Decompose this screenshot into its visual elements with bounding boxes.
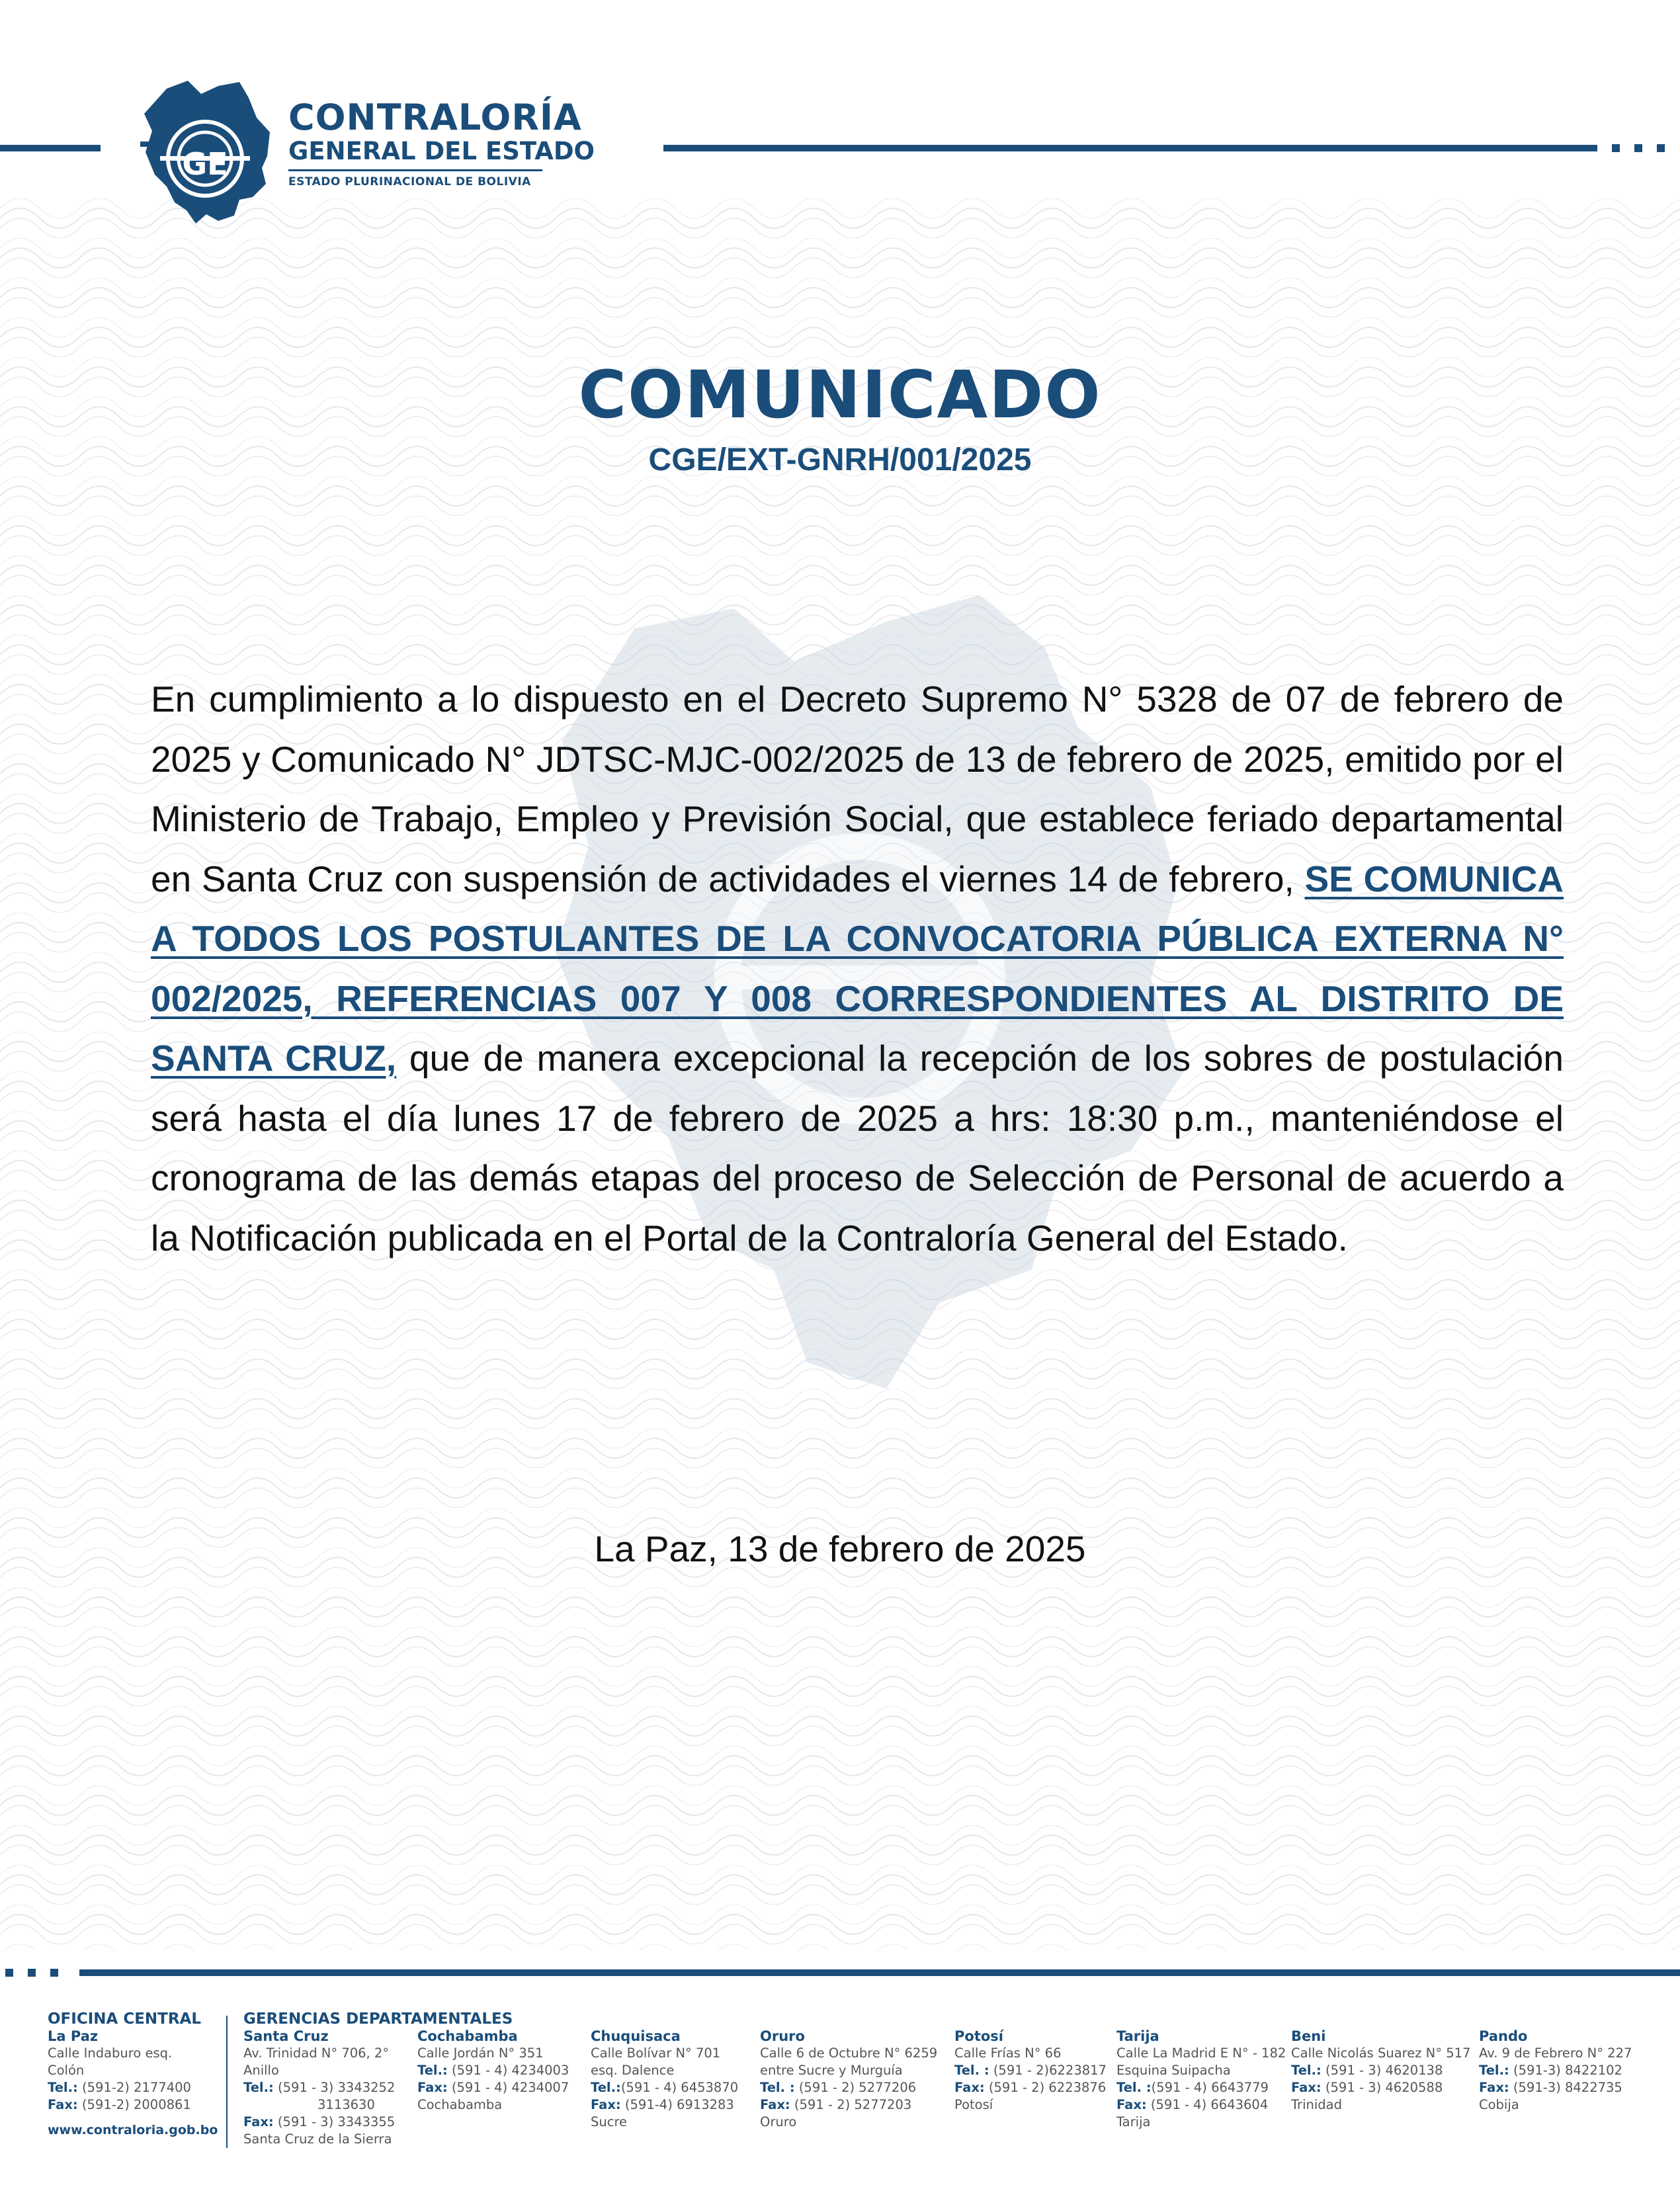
footer-chuquisaca (591, 2028, 738, 2131)
oruro-address-2: entre Sucre y Murguía (760, 2063, 903, 2078)
pando-tel-label: Tel.: (1479, 2063, 1509, 2078)
santa-cruz-address-3: Santa Cruz de la Sierra (243, 2131, 392, 2147)
santa-cruz-fax: (591 - 3) 3343355 (277, 2114, 396, 2129)
cochabamba-address-1: Calle Jordán N° 351 (417, 2045, 544, 2061)
central-heading: OFICINA CENTRAL (48, 2010, 202, 2028)
beni-address-2: Trinidad (1291, 2097, 1342, 2112)
potosi-tel-label: Tel. : (954, 2063, 989, 2078)
chuquisaca-address-2: esq. Dalence (591, 2063, 675, 2078)
potosi-city: Potosí (954, 2028, 1003, 2044)
chuquisaca-address-1: Calle Bolívar N° 701 (591, 2045, 721, 2061)
oruro-city: Oruro (760, 2028, 805, 2044)
central-tel-label: Tel.: (48, 2080, 78, 2095)
document-date: La Paz, 13 de febrero de 2025 (594, 1528, 1086, 1569)
tarija-address-1: Calle La Madrid E N° - 182 (1116, 2045, 1286, 2061)
brand-block (288, 99, 595, 188)
cochabamba-fax: (591 - 4) 4234007 (451, 2080, 569, 2095)
tarija-address-2: Esquina Suipacha (1116, 2063, 1231, 2078)
central-address-2: Colón (48, 2063, 85, 2078)
body-rest: que de manera excepcional la recepción de los sobres de postulación será hasta el día lunes 17 de febrero de 2025 a hrs: 18:30 p.m., manteniéndose el cronograma de las demás etapas del proceso de Selección de Personal de acuerdo a la Notificación publicada en el Portal de la Contraloría General del Estado. (151, 1038, 1564, 1259)
santa-cruz-tel-label: Tel.: (243, 2080, 274, 2095)
cochabamba-city: Cochabamba (417, 2028, 518, 2044)
website-link[interactable]: www.contraloria.gob.bo (48, 2123, 218, 2137)
footer (0, 2010, 1680, 2187)
tarija-fax-label: Fax: (1116, 2097, 1147, 2112)
footer-central-office (48, 2010, 218, 2139)
chuquisaca-city: Chuquisaca (591, 2028, 681, 2044)
footer-dots (5, 1969, 58, 1977)
oruro-address-3: Oruro (760, 2114, 797, 2129)
oruro-tel-label: Tel. : (760, 2080, 795, 2095)
pando-address-2: Cobija (1479, 2097, 1519, 2112)
footer-tarija (1116, 2028, 1286, 2131)
tarija-tel-label: Tel. : (1116, 2080, 1152, 2095)
document-code: CGE/EXT-GNRH/001/2025 (648, 442, 1032, 477)
brand-subtitle: GENERAL DEL ESTADO (288, 137, 595, 165)
cochabamba-address-2: Cochabamba (417, 2097, 503, 2112)
cochabamba-fax-label: Fax: (417, 2080, 448, 2095)
cochabamba-tel-label: Tel.: (417, 2063, 448, 2078)
pando-tel: (591-3) 8422102 (1513, 2063, 1622, 2078)
pando-fax: (591-3) 8422735 (1513, 2080, 1622, 2095)
santa-cruz-city: Santa Cruz (243, 2028, 329, 2044)
header-dots (1612, 144, 1665, 152)
header-rule-left (0, 145, 101, 151)
footer-potosi (954, 2028, 1107, 2114)
body-highlight: SE COMUNICA A TODOS LOS POSTULANTES DE LA CONVOCATORIA PÚBLICA EXTERNA N° 002/2025, REFERENCIAS 007 Y 008 CORRESPONDIENTES AL DISTRITO DE SANTA CRUZ, (151, 858, 1564, 1079)
footer-beni (1291, 2028, 1470, 2114)
pando-fax-label: Fax: (1479, 2080, 1509, 2095)
chuquisaca-fax: (591-4) 6913283 (624, 2097, 734, 2112)
oruro-tel: (591 - 2) 5277206 (798, 2080, 917, 2095)
chuquisaca-tel: (591 - 4) 6453870 (620, 2080, 739, 2095)
santa-cruz-address-1: Av. Trinidad N° 706, 2° (243, 2045, 390, 2061)
santa-cruz-tel-2: 3113630 (317, 2097, 375, 2112)
svg-text:GE: GE (182, 146, 228, 182)
document-title: COMUNICADO (578, 357, 1102, 433)
brand-divider (288, 169, 542, 171)
potosi-address-2: Potosí (954, 2097, 993, 2112)
santa-cruz-address-2: Anillo (243, 2063, 279, 2078)
santa-cruz-tel: (591 - 3) 3343252 (278, 2080, 396, 2095)
santa-cruz-fax-label: Fax: (243, 2114, 274, 2129)
footer-santa-cruz (243, 2028, 395, 2148)
potosi-tel: (591 - 2)6223817 (993, 2063, 1107, 2078)
cochabamba-tel: (591 - 4) 4234003 (452, 2063, 569, 2078)
brand-country: ESTADO PLURINACIONAL DE BOLIVIA (288, 175, 531, 188)
oruro-address-1: Calle 6 de Octubre N° 6259 (760, 2045, 938, 2061)
central-address-1: Calle Indaburo esq. (48, 2045, 173, 2061)
beni-fax: (591 - 3) 4620588 (1325, 2080, 1443, 2095)
beni-address-1: Calle Nicolás Suarez N° 517 (1291, 2045, 1471, 2061)
footer-divider (226, 2016, 228, 2148)
footer-pando (1479, 2028, 1632, 2114)
beni-fax-label: Fax: (1291, 2080, 1322, 2095)
chuquisaca-tel-label: Tel.: (591, 2080, 621, 2095)
body-intro: En cumplimiento a lo dispuesto en el Decreto Supremo N° 5328 de 07 de febrero de 2025 y Comunicado N° JDTSC-MJC-002/2025 de 13 de febrero de 2025, emitido por el Ministerio de Trabajo, Empleo y Previsión Social, que establece feriado departamental en Santa Cruz con suspensión de actividades el viernes 14 de febrero, (151, 679, 1564, 899)
potosi-fax: (591 - 2) 6223876 (988, 2080, 1107, 2095)
central-fax-label: Fax: (48, 2097, 78, 2112)
pando-address-1: Av. 9 de Febrero N° 227 (1479, 2045, 1632, 2061)
footer-cochabamba (417, 2028, 569, 2114)
chuquisaca-fax-label: Fax: (591, 2097, 621, 2112)
tarija-address-3: Tarija (1116, 2114, 1151, 2129)
footer-rule (79, 1969, 1680, 1976)
tarija-tel: (591 - 4) 6643779 (1151, 2080, 1269, 2095)
tarija-fax: (591 - 4) 6643604 (1150, 2097, 1269, 2112)
header-rule-right (663, 145, 1597, 151)
central-fax: (591-2) 2000861 (81, 2097, 191, 2112)
beni-tel-label: Tel.: (1291, 2063, 1322, 2078)
oruro-fax: (591 - 2) 5277203 (794, 2097, 912, 2112)
beni-tel: (591 - 3) 4620138 (1325, 2063, 1443, 2078)
potosi-fax-label: Fax: (954, 2080, 985, 2095)
potosi-address-1: Calle Frías N° 66 (954, 2045, 1062, 2061)
brand-name: CONTRALORÍA (288, 97, 582, 138)
central-tel: (591-2) 2177400 (82, 2080, 191, 2095)
tarija-city: Tarija (1116, 2028, 1159, 2044)
footer-departments-heading (243, 2010, 513, 2028)
pando-city: Pando (1479, 2028, 1528, 2044)
chuquisaca-address-3: Sucre (591, 2114, 628, 2129)
footer-oruro (760, 2028, 937, 2131)
oruro-fax-label: Fax: (760, 2097, 790, 2112)
document-body (151, 669, 1564, 1268)
departments-heading: GERENCIAS DEPARTAMENTALES (243, 2010, 513, 2028)
beni-city: Beni (1291, 2028, 1326, 2044)
contraloria-bolivia-seal-icon (140, 74, 273, 226)
central-city: La Paz (48, 2028, 99, 2044)
